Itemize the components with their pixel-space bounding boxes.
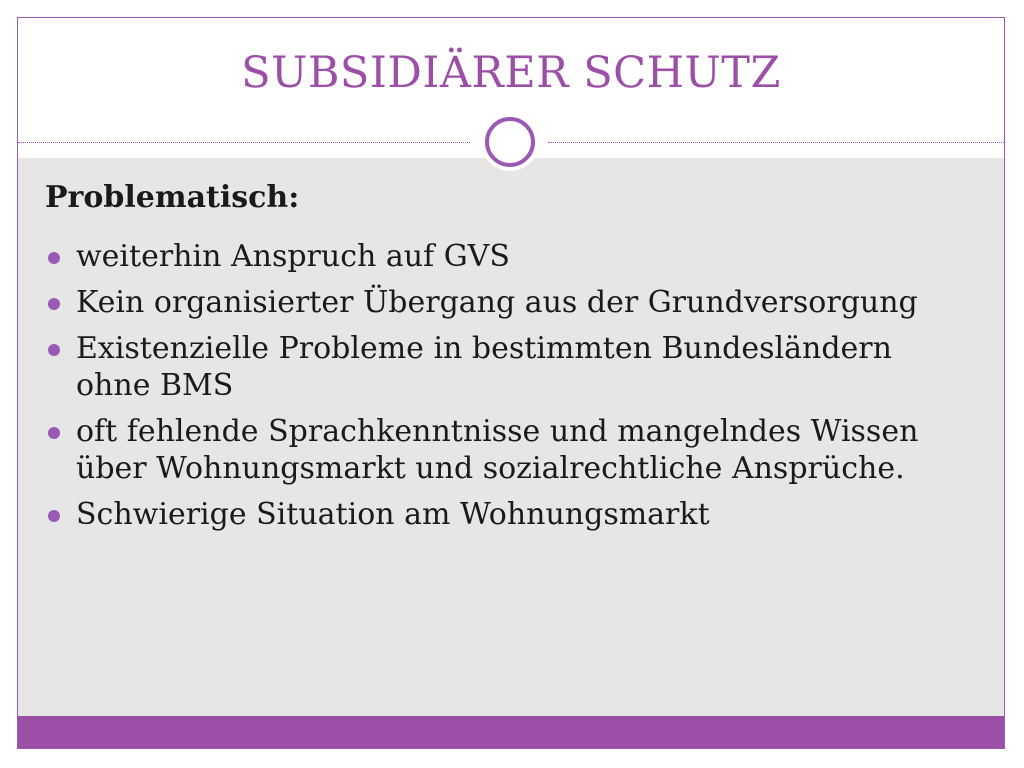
bullet-text: Schwierige Situation am Wohnungsmarkt (76, 497, 710, 532)
circle-ring-icon (485, 117, 535, 167)
bullet-item (45, 413, 975, 487)
bullet-item (45, 330, 975, 404)
bullet-dot-icon (48, 252, 60, 264)
bullet-text: Existenzielle Probleme in bestimmten Bundesländern ohne BMS (76, 331, 892, 403)
title-divider-right (548, 142, 1005, 143)
bullet-item (45, 496, 975, 533)
bullet-dot-icon (48, 427, 60, 439)
slide (17, 17, 1005, 749)
bullet-dot-icon (48, 344, 60, 356)
footer-bar (18, 716, 1004, 749)
bullet-item (45, 284, 975, 321)
bullet-text: Kein organisierter Übergang aus der Grundversorgung (76, 285, 918, 320)
slide-subtitle: Problematisch: (45, 180, 300, 215)
slide-title: SUBSIDIÄRER SCHUTZ (241, 48, 781, 98)
bullet-dot-icon (48, 510, 60, 522)
title-divider-left (18, 142, 470, 143)
bullet-item (45, 238, 975, 275)
bullet-text: weiterhin Anspruch auf GVS (76, 239, 510, 274)
bullet-list (45, 238, 975, 542)
bullet-dot-icon (48, 298, 60, 310)
bullet-text: oft fehlende Sprachkenntnisse und mangelndes Wissen über Wohnungsmarkt und sozialrechtliche Ansprüche. (76, 414, 919, 486)
